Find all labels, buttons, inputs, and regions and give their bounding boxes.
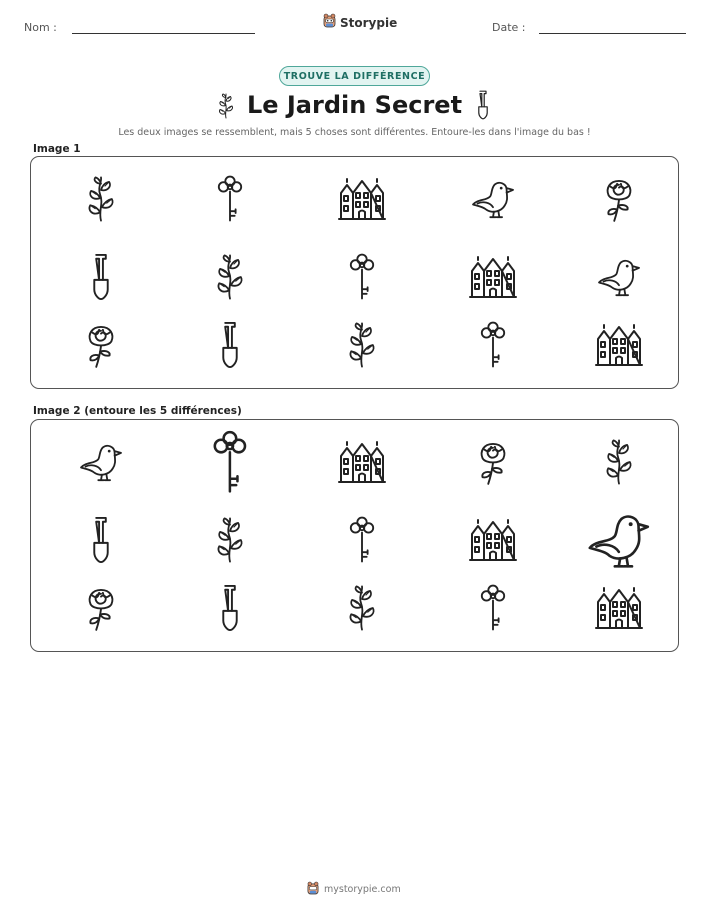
house-icon [337, 177, 387, 221]
ivy-icon [83, 175, 119, 223]
shovel-icon[interactable] [91, 516, 111, 564]
house-icon[interactable] [337, 440, 387, 484]
shovel-icon [91, 253, 111, 301]
shovel-icon[interactable] [220, 584, 240, 632]
date-label: Date : [492, 21, 526, 34]
name-label: Nom : [24, 21, 57, 34]
ivy-icon[interactable] [344, 584, 380, 632]
instructions: Les deux images se ressemblent, mais 5 choses sont différentes. Entoure-les dans l'image du bas ! [118, 127, 591, 138]
house-icon [594, 323, 644, 367]
bird-icon[interactable] [77, 442, 125, 482]
key-icon[interactable] [479, 584, 507, 632]
rose-icon[interactable] [474, 438, 512, 486]
ivy-icon[interactable] [212, 516, 248, 564]
activity-badge: TROUVE LA DIFFÉRENCE [279, 66, 430, 86]
page-title: Le Jardin Secret [246, 91, 463, 119]
rose-icon[interactable] [82, 584, 120, 632]
shovel-icon [220, 321, 240, 369]
storypie-mascot-icon [323, 13, 336, 32]
ivy-icon[interactable] [601, 438, 637, 486]
footer [307, 880, 401, 899]
shovel-icon [476, 90, 490, 120]
key-icon [348, 253, 376, 301]
image1-panel [30, 156, 679, 389]
key-icon [216, 175, 244, 223]
image1-label: Image 1 [33, 143, 81, 155]
key-icon [479, 321, 507, 369]
storypie-mascot-icon [307, 880, 319, 899]
brand-logo [323, 13, 397, 32]
name-line[interactable] [72, 33, 255, 34]
ivy-icon [212, 253, 248, 301]
house-icon [468, 255, 518, 299]
image2-panel[interactable] [30, 419, 679, 652]
date-line[interactable] [539, 33, 686, 34]
house-icon[interactable] [468, 518, 518, 562]
brand-name: Storypie [340, 15, 398, 30]
image2-label: Image 2 (entoure les 5 différences) [33, 405, 242, 417]
ivy-icon [344, 321, 380, 369]
rose-icon [600, 175, 638, 223]
key-icon[interactable] [211, 430, 249, 495]
bird-icon [595, 257, 643, 297]
house-icon[interactable] [594, 586, 644, 630]
footer-url: mystorypie.com [324, 884, 401, 895]
bird-icon [469, 179, 517, 219]
rose-icon [82, 321, 120, 369]
key-icon[interactable] [348, 516, 376, 564]
bird-icon[interactable] [584, 511, 654, 569]
